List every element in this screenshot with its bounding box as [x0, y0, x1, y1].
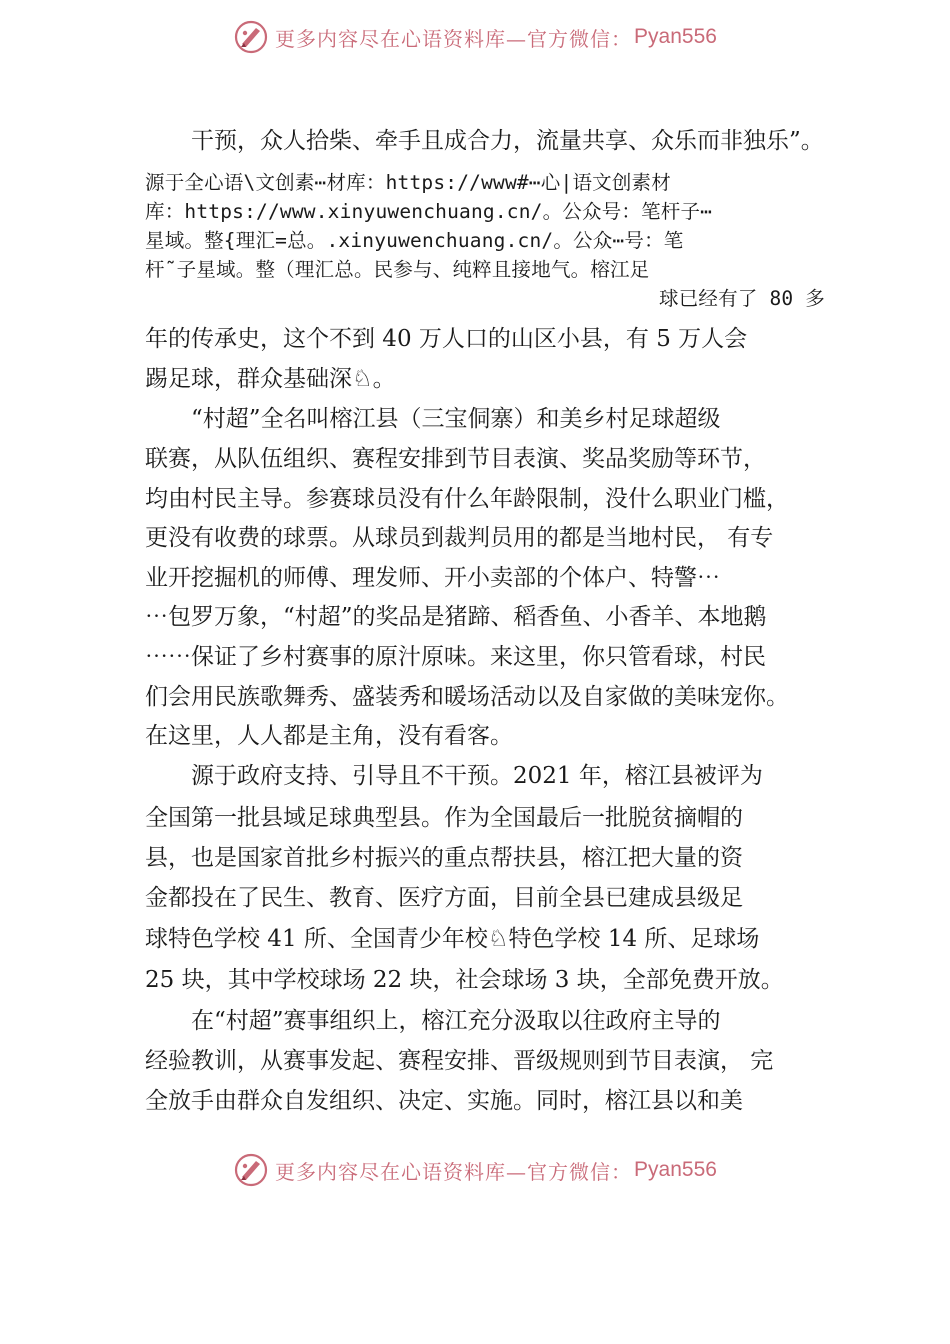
header-banner — [0, 15, 950, 59]
text-line: 在“村超”赛事组织上，榕江充分汲取以往政府主导的 — [191, 1008, 721, 1034]
header-banner-id: Pyan556 — [634, 25, 717, 48]
text-line: “村超”全名叫榕江县（三宝侗寨）和美乡村足球超级 — [191, 406, 721, 432]
text-line: 踢足球，群众基础深♘。 — [145, 366, 396, 392]
text-line: 全国第一批县域足球典型县。作为全国最后一批脱贫摘帽的 — [145, 805, 743, 831]
text-line: 金都投在了民生、教育、医疗方面，目前全县已建成县级足 — [145, 885, 743, 911]
text-line: 杆˜子星域。整（理汇总。民参与、纯粹且接地气。榕江足 — [145, 258, 650, 281]
footer-banner-id: Pyan556 — [634, 1158, 717, 1181]
text-line: 县，也是国家首批乡村振兴的重点帮扶县，榕江把大量的资 — [145, 845, 743, 871]
pen-book-logo-icon — [233, 19, 269, 55]
footer-banner-text: 更多内容尽在心语资料库—官方微信： — [275, 1159, 633, 1184]
text-line: 年的传承史，这个不到 40 万人口的山区小县，有 5 万人会 — [145, 326, 748, 352]
text-line: 源于全心语\文创素⋯材库：https://www#⋯心|语文创素材 — [145, 171, 671, 194]
text-line: 源于政府支持、引导且不干预。2021 年，榕江县被评为 — [191, 763, 763, 789]
header-banner-text: 更多内容尽在心语资料库—官方微信： — [275, 26, 633, 51]
footer-banner — [0, 1148, 950, 1192]
text-line: 更没有收费的球票。从球员到裁判员用的都是当地村民， 有专 — [145, 525, 774, 551]
text-line: 球已经有了 80 多 — [659, 287, 825, 310]
text-line: 球特色学校 41 所、全国青少年校♘特色学校 14 所、足球场 — [145, 926, 760, 952]
text-line: 25 块，其中学校球场 22 块，社会球场 3 块，全部免费开放。 — [145, 967, 784, 993]
text-line: 全放手由群众自发组织、决定、实施。同时，榕江县以和美 — [145, 1088, 743, 1114]
pen-book-logo-icon — [233, 1152, 269, 1188]
text-line: ⋯⋯保证了乡村赛事的原汁原味。来这里，你只管看球，村民 — [145, 644, 766, 670]
text-line: 联赛，从队伍组织、赛程安排到节目表演、奖品奖励等环节， — [145, 446, 766, 472]
text-line: 均由村民主导。参赛球员没有什么年龄限制，没什么职业门槛， — [145, 486, 789, 512]
text-line: 在这里，人人都是主角，没有看客。 — [145, 723, 513, 749]
text-line: 干预，众人拾柴、牵手且成合力，流量共享、众乐而非独乐”。 — [191, 128, 824, 154]
text-line: 业开挖掘机的师傅、理发师、开小卖部的个体户、特警⋯ — [145, 565, 720, 591]
text-line: 们会用民族歌舞秀、盛装秀和暖场活动以及自家做的美味宠你。 — [145, 684, 789, 710]
text-line: ⋯包罗万象，“村超”的奖品是猪蹄、稻香鱼、小香羊、本地鹅 — [145, 604, 767, 630]
text-line: 经验教训，从赛事发起、赛程安排、晋级规则到节目表演， 完 — [145, 1048, 774, 1074]
text-line: 库：https://www.xinyuwenchuang.cn/。公众号：笔杆子⋯ — [145, 200, 713, 223]
text-line: 星域。整{理汇=总。.xinyuwenchuang.cn/。公众⋯号：笔 — [145, 229, 684, 252]
